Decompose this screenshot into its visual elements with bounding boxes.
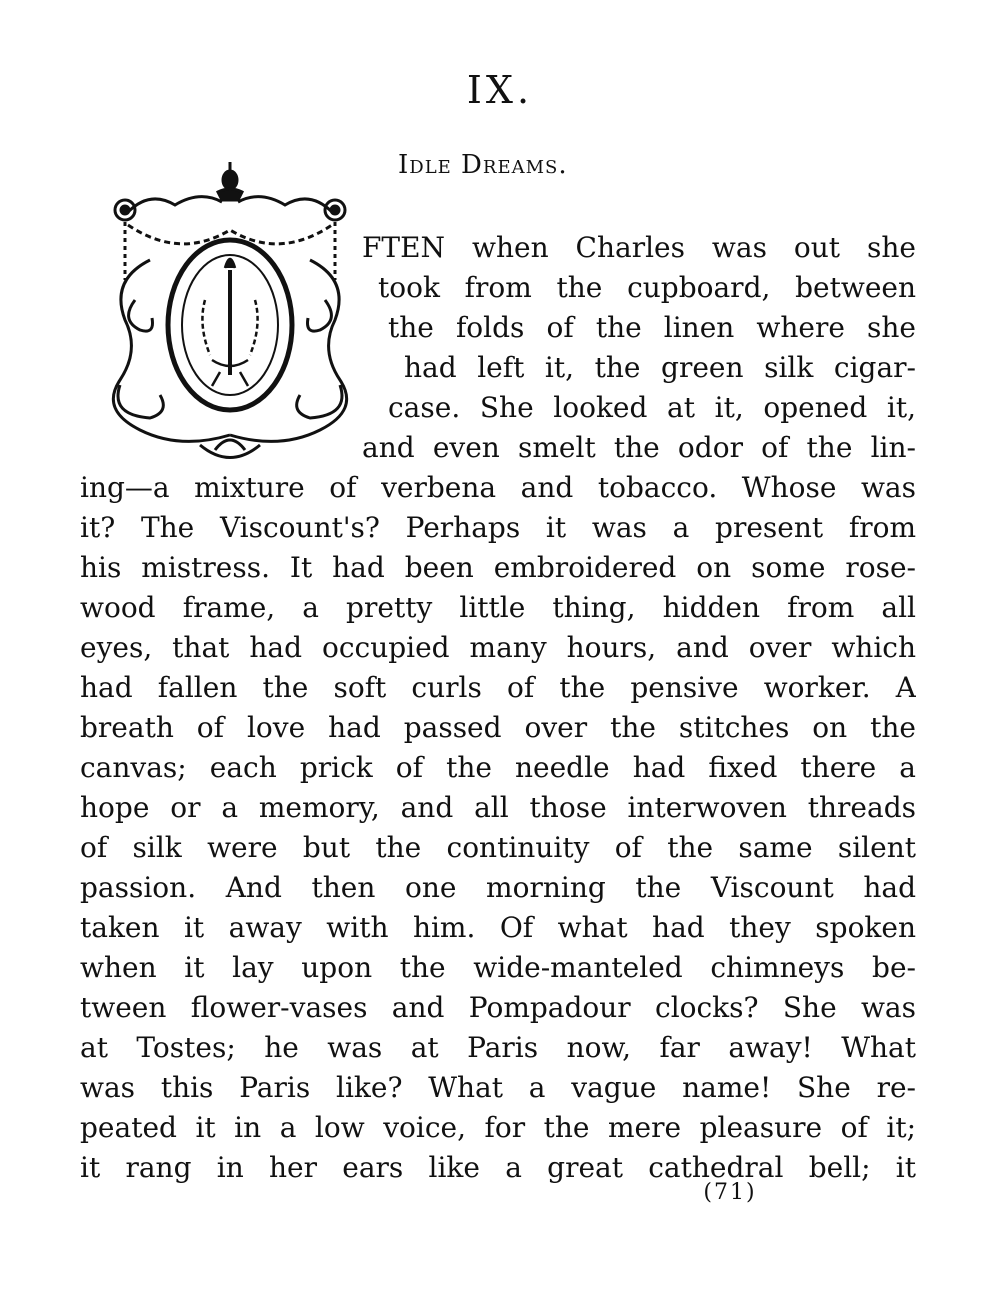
text-line: took from the cupboard, between bbox=[378, 271, 916, 304]
text-line: when it lay upon the wide-manteled chimneys be- bbox=[80, 951, 916, 984]
text-line: his mistress. It had been embroidered on some rose- bbox=[80, 551, 916, 584]
text-line: peated it in a low voice, for the mere pleasure of it; bbox=[80, 1111, 916, 1144]
ornamental-drop-cap bbox=[80, 150, 380, 470]
text-line: had left it, the green silk cigar- bbox=[404, 351, 916, 384]
text-line: tween flower-vases and Pompadour clocks? She was bbox=[80, 991, 916, 1024]
text-line: breath of love had passed over the stitches on the bbox=[80, 711, 916, 744]
text-line: canvas; each prick of the needle had fixed there a bbox=[80, 751, 916, 784]
chapter-title-text: Idle Dreams. bbox=[398, 150, 568, 180]
text-line: the folds of the linen where she bbox=[388, 311, 916, 344]
text-line: ing—a mixture of verbena and tobacco. Whose was bbox=[80, 471, 916, 504]
chapter-number: IX. bbox=[466, 68, 534, 112]
text-line: and even smelt the odor of the lin- bbox=[362, 431, 916, 464]
text-line: wood frame, a pretty little thing, hidden from all bbox=[80, 591, 916, 624]
text-line: was this Paris like? What a vague name! She re- bbox=[80, 1071, 916, 1104]
text-line: it? The Viscount's? Perhaps it was a present from bbox=[80, 511, 916, 544]
text-line: eyes, that had occupied many hours, and over which bbox=[80, 631, 916, 664]
text-line: at Tostes; he was at Paris now, far away! What bbox=[80, 1031, 916, 1064]
chapter-title bbox=[398, 150, 568, 180]
text-line: case. She looked at it, opened it, bbox=[388, 391, 916, 424]
text-line: had fallen the soft curls of the pensive worker. A bbox=[80, 671, 916, 704]
drop-cap-ornament bbox=[80, 150, 380, 470]
text-line: FTEN when Charles was out she bbox=[362, 231, 916, 264]
text-line: taken it away with him. Of what had they spoken bbox=[80, 911, 916, 944]
page-number: (71) bbox=[703, 1180, 757, 1205]
text-line: passion. And then one morning the Viscount had bbox=[80, 871, 916, 904]
text-line: of silk were but the continuity of the same silent bbox=[80, 831, 916, 864]
text-line: hope or a memory, and all those interwoven threads bbox=[80, 791, 916, 824]
text-line: it rang in her ears like a great cathedral bell; it bbox=[80, 1151, 916, 1184]
